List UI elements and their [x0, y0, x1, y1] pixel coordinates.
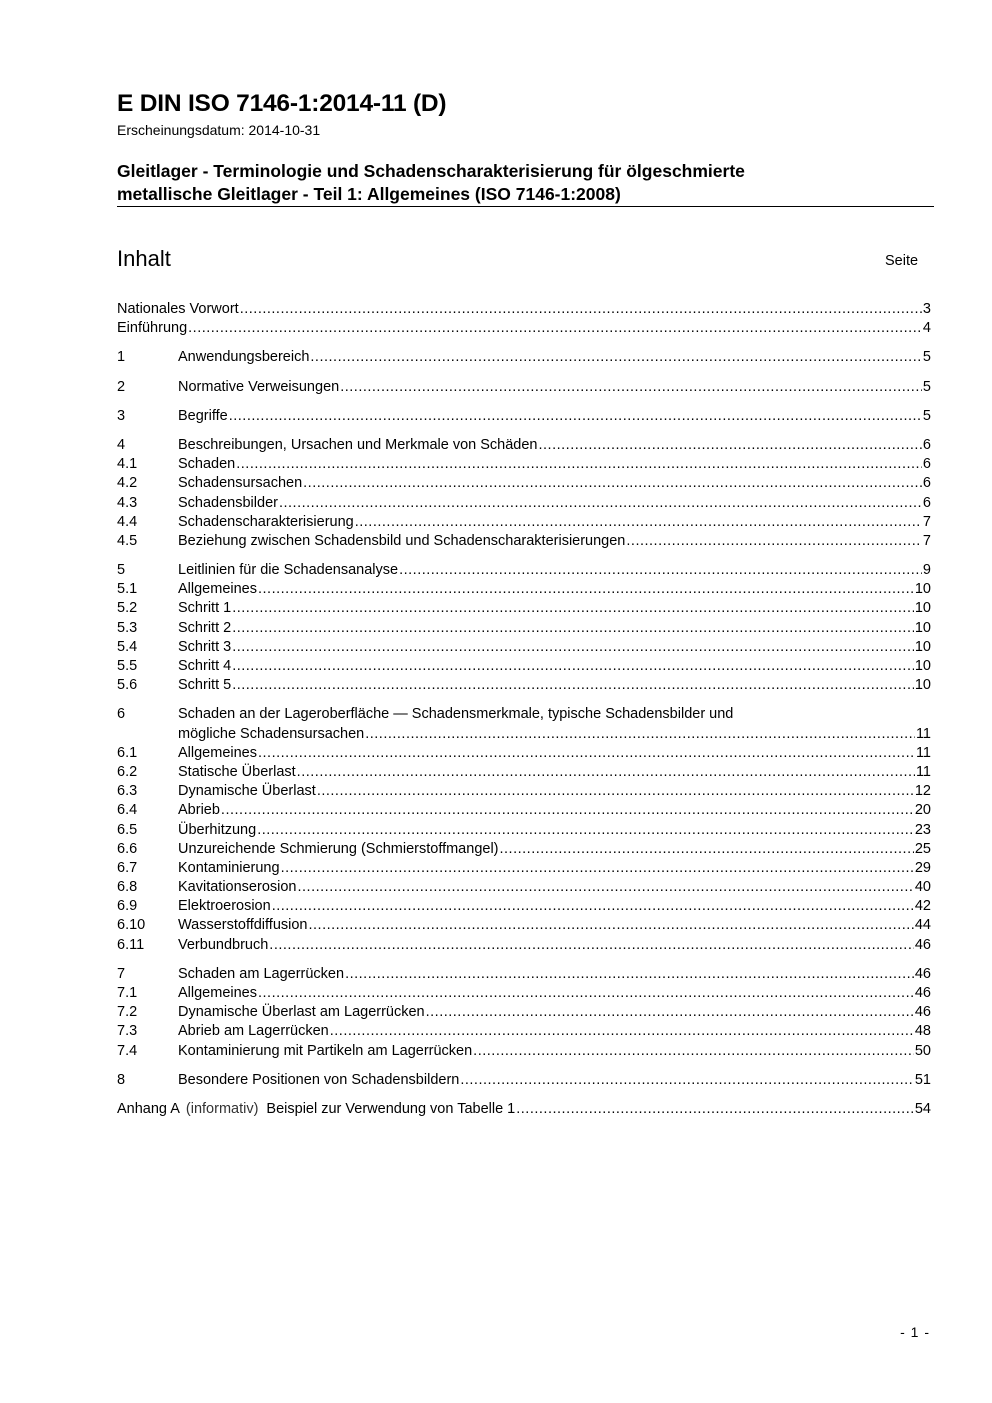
toc-dot-leader — [365, 725, 915, 744]
toc-entry-page: 25 — [914, 840, 931, 857]
toc-entry-6-head-cont[interactable] — [117, 725, 931, 744]
toc-entry[interactable] — [117, 965, 931, 984]
toc-dot-leader — [232, 619, 914, 638]
toc-entry-title: Abrieb — [178, 802, 220, 819]
annex-info: (informativ) — [185, 1100, 259, 1117]
toc-entry-page: 46 — [914, 936, 931, 953]
toc-group-8 — [117, 1071, 931, 1090]
toc-entry[interactable] — [117, 1071, 931, 1090]
toc-entry-number: 6.5 — [117, 821, 138, 838]
toc-entry-number: 4.3 — [117, 494, 138, 511]
toc-entry[interactable] — [117, 561, 931, 580]
toc-dot-leader — [500, 840, 914, 859]
toc-entry-title: Dynamische Überlast am Lagerrücken — [178, 1004, 425, 1021]
toc-entry[interactable] — [117, 494, 931, 513]
toc-dot-leader — [232, 657, 914, 676]
toc-dot-leader — [330, 1022, 914, 1041]
toc-entry-title: Kavitationserosion — [178, 879, 297, 896]
toc-group-5 — [117, 561, 931, 695]
toc-entry-page: 5 — [922, 407, 931, 424]
toc-entry-page: 11 — [915, 725, 931, 742]
toc-entry[interactable] — [117, 513, 931, 532]
toc-entry[interactable] — [117, 763, 931, 782]
toc-entry[interactable] — [117, 1042, 931, 1061]
publication-date: Erscheinungsdatum: 2014-10-31 — [117, 122, 321, 138]
toc-dot-leader — [473, 1042, 914, 1061]
toc-entry[interactable] — [117, 878, 931, 897]
toc-entry-page: 23 — [914, 821, 931, 838]
toc-entry[interactable] — [117, 407, 931, 426]
toc-entry-title: Kontaminierung — [178, 859, 280, 876]
toc-dot-leader — [258, 744, 915, 763]
document-title-line: metallische Gleitlager - Teil 1: Allgemeines (ISO 7146-1:2008) — [117, 184, 621, 204]
toc-entry-title: Verbundbruch — [178, 936, 269, 953]
toc-entry[interactable] — [117, 638, 931, 657]
toc-entry[interactable] — [117, 782, 931, 801]
toc-entry-annex-a[interactable] — [117, 1100, 931, 1119]
toc-entry-number: 6 — [117, 706, 126, 723]
toc-entry-page: 5 — [922, 349, 931, 366]
toc-entry-number: 6.2 — [117, 763, 138, 780]
toc-entry-number: 6.11 — [117, 936, 145, 953]
toc-entry-page: 7 — [922, 532, 931, 549]
toc-entry-title: Schaden — [178, 456, 236, 473]
toc-dot-leader — [257, 821, 914, 840]
toc-entry[interactable] — [117, 859, 931, 878]
toc-entry-number: 3 — [117, 407, 126, 424]
toc-entry-page: 4 — [922, 320, 931, 337]
page-number-footer: - 1 - — [900, 1324, 930, 1340]
toc-entry[interactable] — [117, 455, 931, 474]
toc-dot-leader — [229, 407, 922, 426]
toc-dot-leader — [310, 348, 922, 367]
toc-entry-page: 44 — [914, 917, 931, 934]
toc-entry-page: 9 — [922, 562, 931, 579]
toc-dot-leader — [460, 1071, 914, 1090]
toc-entry-number: 6.7 — [117, 859, 138, 876]
toc-entry-title: Statische Überlast — [178, 763, 296, 780]
toc-entry-title: Besondere Positionen von Schadensbildern — [178, 1071, 460, 1088]
toc-entry-title: Wasserstoffdiffusion — [178, 917, 308, 934]
toc-entry-number: 2 — [117, 378, 126, 395]
toc-group-2 — [117, 378, 931, 397]
toc-entry-number: 5.1 — [117, 581, 138, 598]
toc-dot-leader — [317, 782, 914, 801]
toc-entry-page: 6 — [922, 494, 931, 511]
toc-entry-number: 6.8 — [117, 879, 138, 896]
toc-dot-leader — [236, 455, 922, 474]
toc-entry-page: 46 — [914, 985, 931, 1001]
document-title — [117, 160, 932, 206]
toc-entry[interactable] — [117, 1003, 931, 1022]
toc-entry[interactable] — [117, 897, 931, 916]
toc-entry-title: Leitlinien für die Schadensanalyse — [178, 562, 399, 579]
toc-dot-leader — [516, 1100, 914, 1119]
toc-entry-title: Überhitzung — [178, 821, 257, 838]
toc-entry-page: 51 — [914, 1071, 931, 1088]
toc-entry-page: 46 — [914, 965, 931, 982]
toc-entry[interactable] — [117, 821, 931, 840]
toc-entry-title: Beispiel zur Verwendung von Tabelle 1 — [266, 1100, 516, 1117]
toc-entry[interactable] — [117, 984, 931, 1003]
toc-dot-leader — [240, 300, 922, 319]
toc-dot-leader — [279, 494, 922, 513]
standard-id: E DIN ISO 7146-1:2014-11 (D) — [117, 90, 447, 117]
toc-dot-leader — [303, 474, 922, 493]
toc-entry-page: 3 — [922, 301, 931, 317]
toc-dot-leader — [399, 561, 922, 580]
toc-dot-leader — [221, 801, 914, 820]
document-title-line: Gleitlager - Terminologie und Schadenscharakterisierung für ölgeschmierte — [117, 161, 745, 181]
toc-entry[interactable] — [117, 599, 931, 618]
toc-entry-number: 6.10 — [117, 917, 146, 934]
page-column-label: Seite — [885, 253, 919, 269]
toc-entry-title: Schaden an der Lageroberfläche — Schadensmerkmale, typische Schadensbilder und — [178, 706, 734, 723]
toc-entry[interactable] — [117, 532, 931, 551]
toc-entry-number: 1 — [117, 349, 126, 366]
toc-entry-title: Schadenscharakterisierung — [178, 513, 354, 530]
toc-entry-title: Schritt 2 — [178, 619, 232, 636]
toc-dot-leader — [188, 319, 922, 338]
toc-group-3 — [117, 407, 931, 426]
toc-entry-title: Schritt 3 — [178, 638, 232, 655]
toc-dot-leader — [298, 878, 914, 897]
toc-entry-page: 40 — [914, 879, 931, 896]
toc-entry-title: Anwendungsbereich — [178, 349, 310, 366]
toc-entry-number: 4.5 — [117, 532, 138, 549]
toc-heading: Inhalt — [117, 246, 171, 271]
toc-entry-page: 6 — [922, 475, 931, 492]
toc-entry-page: 11 — [915, 763, 931, 780]
toc-group-7 — [117, 965, 931, 1061]
toc-entry-page: 50 — [914, 1042, 931, 1059]
toc-entry-number: 7.2 — [117, 1004, 138, 1021]
toc-entry[interactable] — [117, 840, 931, 859]
toc-entry-title: Begriffe — [178, 407, 228, 424]
toc-entry-title: Nationales Vorwort — [117, 301, 239, 317]
toc-dot-leader — [281, 859, 914, 878]
toc-entry-number: 7 — [117, 965, 126, 982]
toc-entry-page: 10 — [914, 677, 931, 694]
toc-entry-page: 6 — [922, 436, 931, 453]
toc-entry-number: 7.4 — [117, 1042, 138, 1059]
toc-entry[interactable] — [117, 801, 931, 820]
toc-dot-leader — [297, 763, 915, 782]
toc-entry-page: 10 — [914, 600, 931, 617]
toc-entry-page: 5 — [922, 378, 931, 395]
toc-entry[interactable] — [117, 676, 931, 695]
toc-entry-number: 7.1 — [117, 985, 138, 1001]
toc-entry[interactable] — [117, 657, 931, 676]
toc-entry-page: 7 — [922, 513, 931, 530]
toc-entry-number: 5.6 — [117, 677, 138, 694]
toc-dot-leader — [232, 676, 914, 695]
toc-entry-page: 46 — [914, 1004, 931, 1021]
toc-entry[interactable] — [117, 436, 931, 455]
toc-entry-title: Allgemeines — [178, 581, 257, 598]
toc-dot-leader — [269, 936, 914, 955]
toc-entry-title: Schritt 5 — [178, 677, 232, 694]
toc-entry-page: 11 — [915, 744, 931, 761]
toc-entry-page: 29 — [914, 859, 931, 876]
toc-entry-page: 10 — [914, 581, 931, 598]
toc-entry[interactable] — [117, 348, 931, 367]
toc-group-1 — [117, 348, 931, 367]
toc-entry-title: Schritt 1 — [178, 600, 232, 617]
toc-entry-number: 6.4 — [117, 802, 138, 819]
toc-entry-page: 10 — [914, 638, 931, 655]
toc-entry-title: Allgemeines — [178, 985, 257, 1001]
toc-entry-number: 4.2 — [117, 475, 138, 492]
toc-group-4 — [117, 436, 931, 551]
toc-dot-leader — [232, 638, 914, 657]
toc-entry-page: 54 — [914, 1100, 931, 1117]
toc-entry-title: Schadensursachen — [178, 475, 303, 492]
toc-dot-leader — [272, 897, 914, 916]
toc-entry-title: Schaden am Lagerrücken — [178, 965, 345, 982]
toc-entry[interactable] — [117, 378, 931, 397]
toc-entry-6-head[interactable] — [117, 705, 931, 724]
toc-entry-number: 5 — [117, 562, 126, 579]
toc-entry[interactable] — [117, 916, 931, 935]
toc-entry-title: Allgemeines — [178, 744, 257, 761]
toc-entry[interactable] — [117, 319, 931, 338]
toc-entry-title: Einführung — [117, 320, 188, 337]
toc-entry-page: 48 — [914, 1023, 931, 1040]
toc-dot-leader — [426, 1003, 914, 1022]
toc-entry-title: Beschreibungen, Ursachen und Merkmale von Schäden — [178, 436, 538, 453]
toc-entry-title: Unzureichende Schmierung (Schmierstoffmangel) — [178, 840, 499, 857]
toc-entry-page: 10 — [914, 658, 931, 674]
annex-label: Anhang A — [117, 1100, 180, 1117]
toc-entry-title: mögliche Schadensursachen — [178, 725, 365, 742]
toc-entry-number: 4.4 — [117, 513, 138, 530]
toc-entry[interactable] — [117, 744, 931, 763]
toc-entry-page: 6 — [922, 456, 931, 473]
toc-entry[interactable] — [117, 936, 931, 955]
toc-dot-leader — [626, 532, 922, 551]
toc-dot-leader — [345, 965, 914, 984]
toc-dot-leader — [355, 513, 922, 532]
toc-entry-number: 6.9 — [117, 898, 138, 915]
toc-entry-number: 6.1 — [117, 744, 138, 761]
title-divider — [117, 206, 934, 207]
toc-entry[interactable] — [117, 474, 931, 493]
toc-entry-number: 5.5 — [117, 658, 138, 674]
toc-entry-title: Beziehung zwischen Schadensbild und Schadenscharakterisierungen — [178, 532, 626, 549]
toc-entry[interactable] — [117, 300, 931, 319]
toc-entry-title: Elektroerosion — [178, 898, 271, 915]
toc-entry-number: 4.1 — [117, 456, 138, 473]
toc-entry[interactable] — [117, 580, 931, 599]
toc-entry-number: 6.3 — [117, 783, 138, 800]
toc-entry-title: Schadensbilder — [178, 494, 278, 511]
toc-entry-number: 8 — [117, 1071, 126, 1088]
toc-dot-leader — [258, 984, 914, 1003]
toc-dot-leader — [309, 916, 914, 935]
toc-group-6 — [117, 705, 931, 954]
toc-entry[interactable] — [117, 1022, 931, 1041]
toc-entry-title: Kontaminierung mit Partikeln am Lagerrücken — [178, 1042, 473, 1059]
toc-entry-page: 20 — [914, 802, 931, 819]
toc-entry-title: Normative Verweisungen — [178, 378, 340, 395]
toc-entry-page: 10 — [914, 619, 931, 636]
toc-dot-leader — [340, 378, 922, 397]
toc-entry-title: Dynamische Überlast — [178, 783, 316, 800]
toc-entry-title: Schritt 4 — [178, 658, 232, 674]
toc-entry-page: 42 — [914, 898, 931, 915]
toc-dot-leader — [232, 599, 914, 618]
toc-entry[interactable] — [117, 619, 931, 638]
toc-entry-title: Abrieb am Lagerrücken — [178, 1023, 329, 1040]
toc-entry-number: 5.2 — [117, 600, 138, 617]
table-of-contents — [117, 300, 931, 1119]
toc-entry-page: 12 — [914, 783, 931, 800]
toc-entry-number: 5.4 — [117, 638, 138, 655]
toc-entry-number: 5.3 — [117, 619, 138, 636]
toc-entry-number: 4 — [117, 436, 126, 453]
toc-group-front — [117, 300, 931, 338]
toc-dot-leader — [258, 580, 914, 599]
toc-dot-leader — [539, 436, 922, 455]
toc-entry-number: 7.3 — [117, 1023, 138, 1040]
toc-entry-number: 6.6 — [117, 840, 138, 857]
